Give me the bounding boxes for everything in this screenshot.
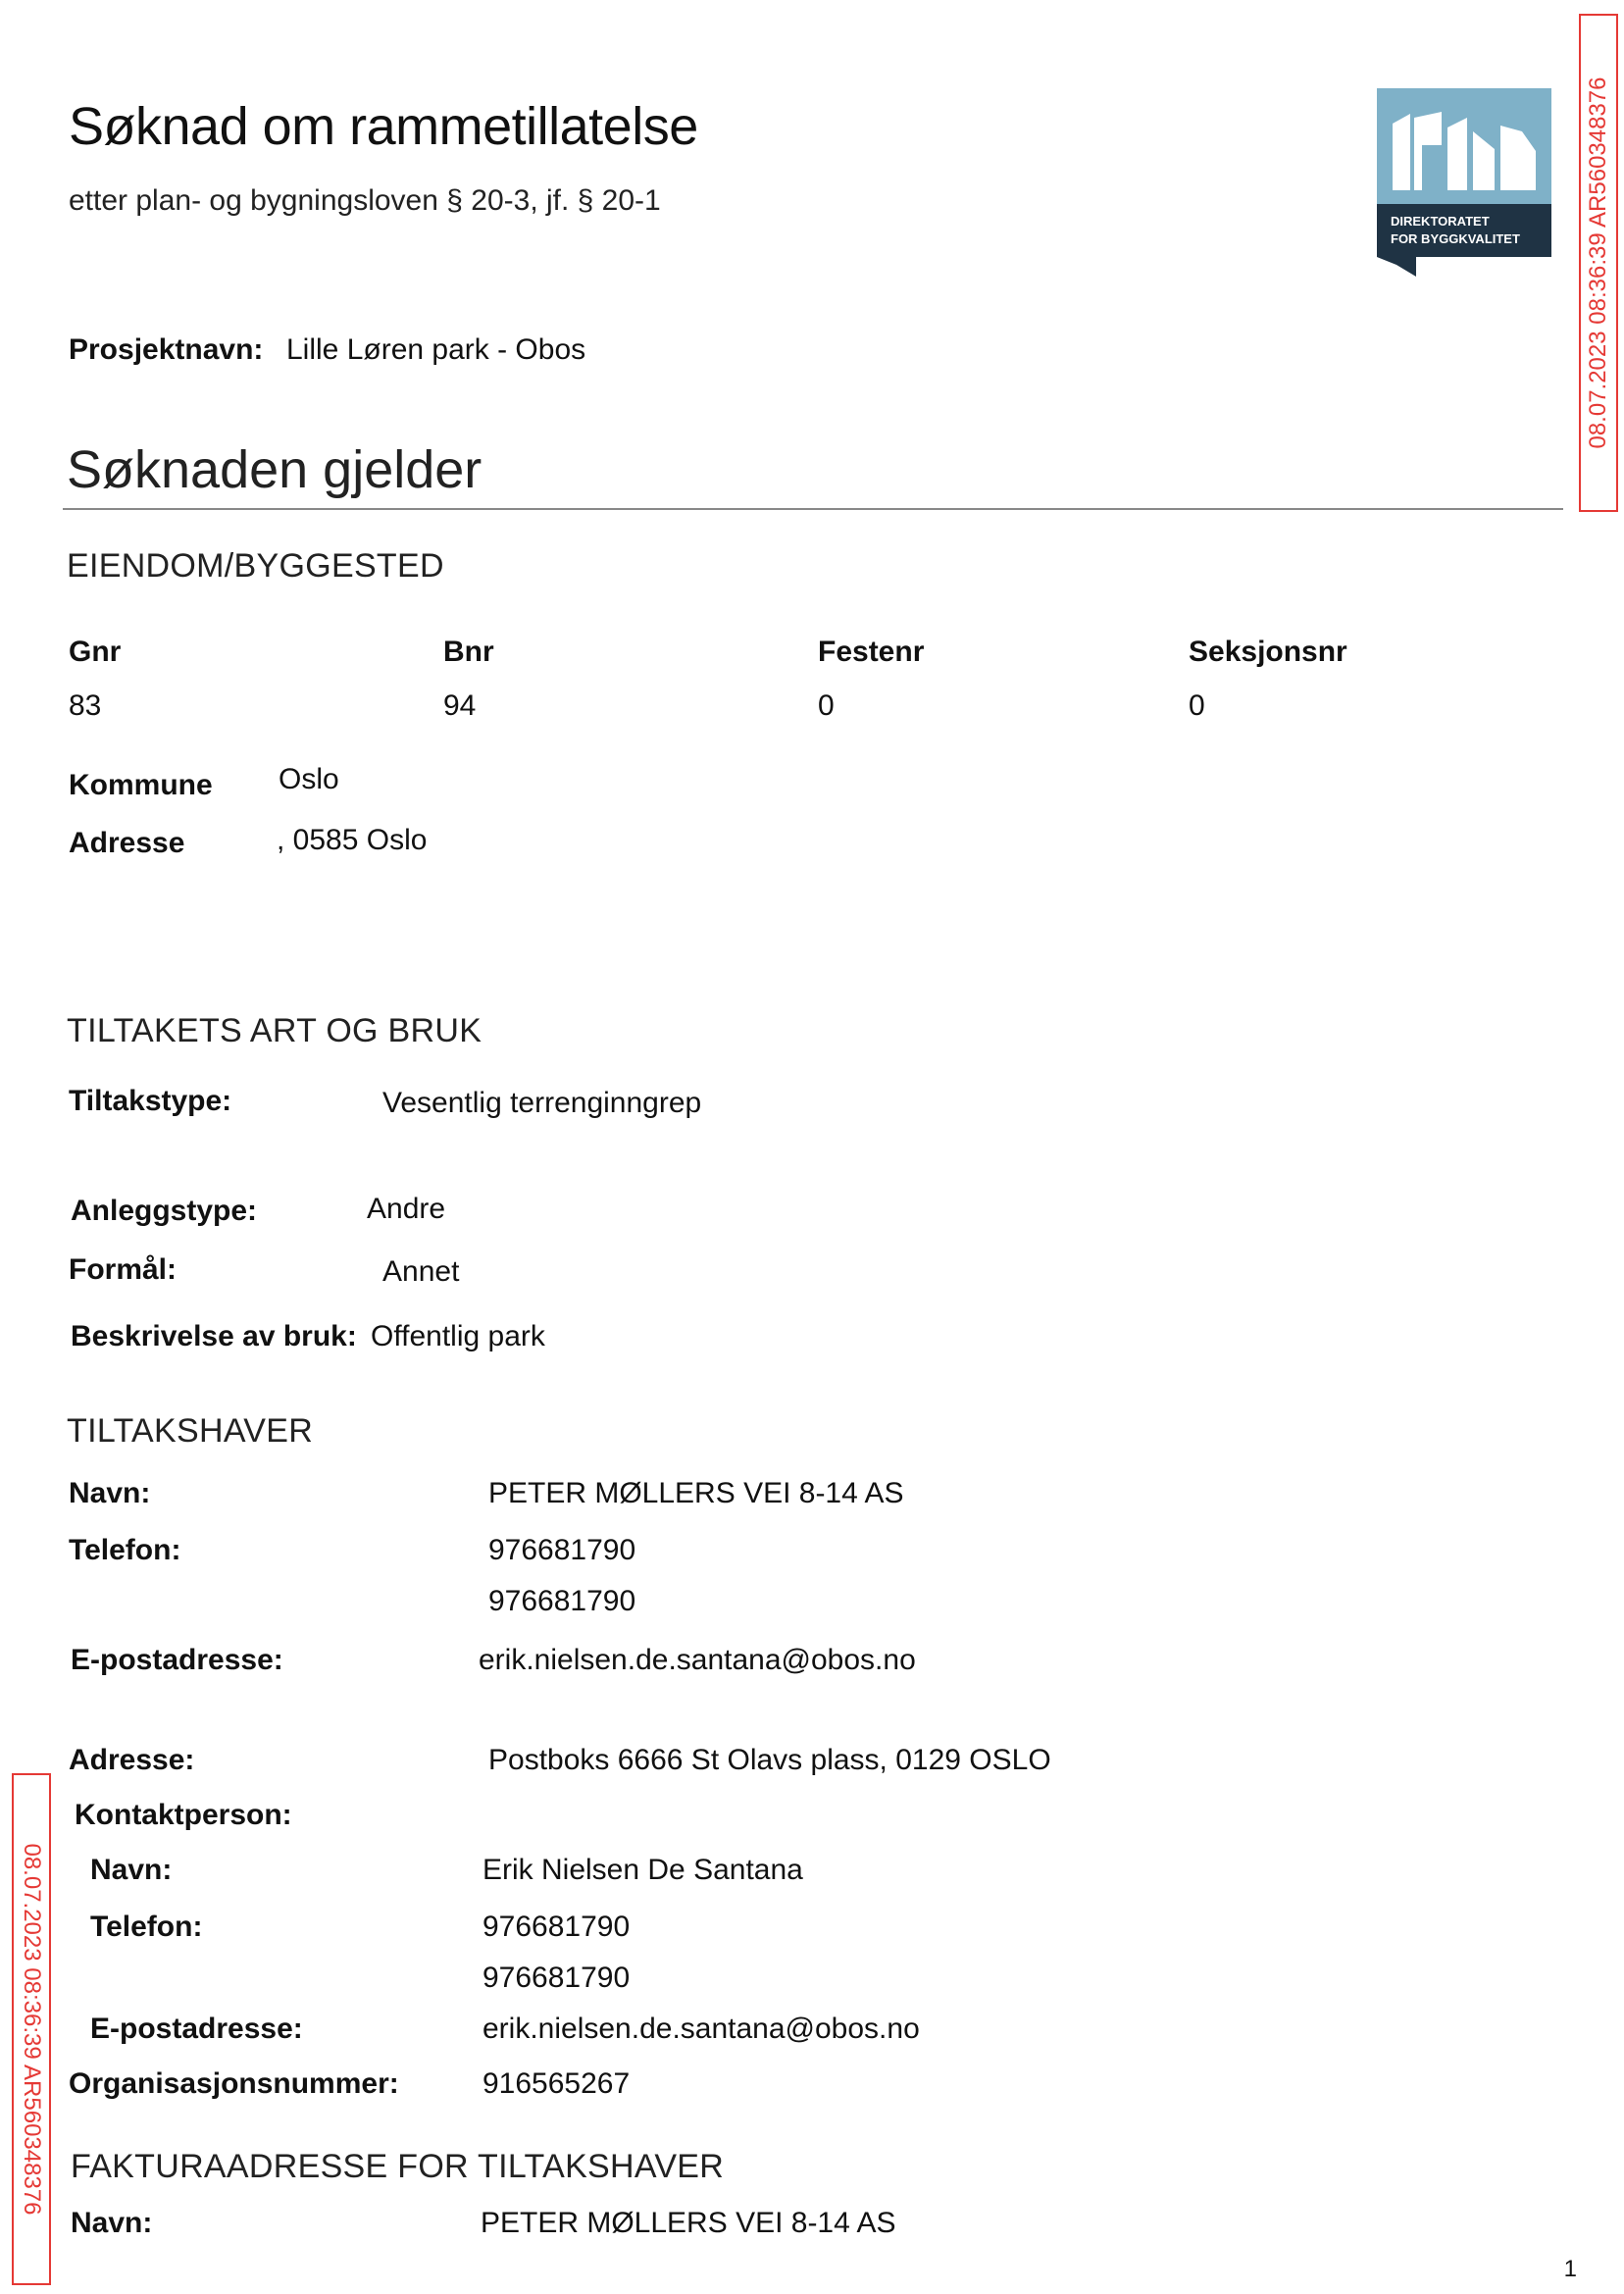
- kommune-label: Kommune: [69, 769, 213, 801]
- document-subtitle: etter plan- og bygningsloven § 20-3, jf. § 20-1: [69, 184, 661, 217]
- received-stamp-left-text: 08.07.2023 08:36:39 AR560348376: [19, 1843, 45, 2216]
- tiltakstype-value: Vesentlig terrenginngrep: [382, 1087, 702, 1119]
- kontaktperson-label: Kontaktperson:: [75, 1799, 292, 1831]
- adresse-value: , 0585 Oslo: [277, 824, 428, 856]
- anleggstype-value: Andre: [367, 1193, 446, 1225]
- kontakt-telefon-label: Telefon:: [90, 1911, 203, 1943]
- bnr-value: 94: [443, 689, 477, 722]
- seksjonsnr-value: 0: [1189, 689, 1205, 722]
- tiltakshaver-epost-label: E-postadresse:: [71, 1644, 283, 1676]
- section-divider: [63, 508, 1563, 510]
- festenr-label: Festenr: [818, 636, 925, 668]
- tiltakshaver-navn-label: Navn:: [69, 1477, 151, 1509]
- orgnr-value: 916565267: [482, 2067, 631, 2100]
- tiltakshaver-telefon-value-2: 976681790: [488, 1585, 636, 1617]
- tiltak-heading: TILTAKETS ART OG BRUK: [67, 1012, 482, 1049]
- project-name-value: Lille Løren park - Obos: [286, 333, 586, 366]
- document-title: Søknad om rammetillatelse: [69, 97, 698, 156]
- kontakt-telefon-value-2: 976681790: [482, 1962, 631, 1994]
- section-heading: Søknaden gjelder: [67, 440, 482, 499]
- seksjonsnr-label: Seksjonsnr: [1189, 636, 1347, 668]
- tiltakstype-label: Tiltakstype:: [69, 1085, 232, 1117]
- dibk-logo-icon: [1377, 88, 1551, 277]
- faktura-navn-value: PETER MØLLERS VEI 8-14 AS: [481, 2207, 896, 2239]
- tiltakshaver-telefon-label: Telefon:: [69, 1534, 181, 1566]
- tiltakshaver-navn-value: PETER MØLLERS VEI 8-14 AS: [488, 1477, 904, 1509]
- tiltakshaver-heading: TILTAKSHAVER: [67, 1412, 314, 1450]
- received-stamp-top-text: 08.07.2023 08:36:39 AR560348376: [1585, 76, 1611, 449]
- received-stamp-left: [12, 1773, 51, 2285]
- kommune-value: Oslo: [279, 763, 339, 795]
- formal-value: Annet: [382, 1255, 460, 1288]
- formal-label: Formål:: [69, 1253, 178, 1286]
- kontakt-epost-label: E-postadresse:: [90, 2013, 303, 2045]
- gnr-label: Gnr: [69, 636, 122, 668]
- dibk-logo: [1377, 88, 1551, 277]
- faktura-heading: FAKTURAADRESSE FOR TILTAKSHAVER: [71, 2148, 725, 2185]
- faktura-navn-label: Navn:: [71, 2207, 153, 2239]
- received-stamp-top: [1579, 14, 1618, 512]
- bnr-label: Bnr: [443, 636, 494, 668]
- tiltakshaver-telefon-value-1: 976681790: [488, 1534, 636, 1566]
- anleggstype-label: Anleggstype:: [71, 1195, 258, 1227]
- festenr-value: 0: [818, 689, 835, 722]
- adresse-label: Adresse: [69, 827, 185, 859]
- tiltakshaver-adresse-value: Postboks 6666 St Olavs plass, 0129 OSLO: [488, 1744, 1051, 1776]
- page-number: 1: [1563, 2256, 1577, 2282]
- tiltakshaver-adresse-label: Adresse:: [69, 1744, 195, 1776]
- logo-text-line1: DIREKTORATET: [1391, 214, 1490, 229]
- kontakt-navn-label: Navn:: [90, 1854, 173, 1886]
- kontakt-navn-value: Erik Nielsen De Santana: [482, 1854, 803, 1886]
- project-name-label: Prosjektnavn:: [69, 333, 264, 366]
- gnr-value: 83: [69, 689, 102, 722]
- property-heading: EIENDOM/BYGGESTED: [67, 547, 444, 585]
- logo-text-line2: FOR BYGGKVALITET: [1391, 231, 1520, 246]
- tiltakshaver-epost-value: erik.nielsen.de.santana@obos.no: [479, 1644, 916, 1676]
- orgnr-label: Organisasjonsnummer:: [69, 2067, 399, 2100]
- kontakt-epost-value: erik.nielsen.de.santana@obos.no: [482, 2013, 920, 2045]
- beskrivelse-label: Beskrivelse av bruk:: [71, 1320, 357, 1352]
- beskrivelse-value: Offentlig park: [371, 1320, 545, 1352]
- kontakt-telefon-value-1: 976681790: [482, 1911, 631, 1943]
